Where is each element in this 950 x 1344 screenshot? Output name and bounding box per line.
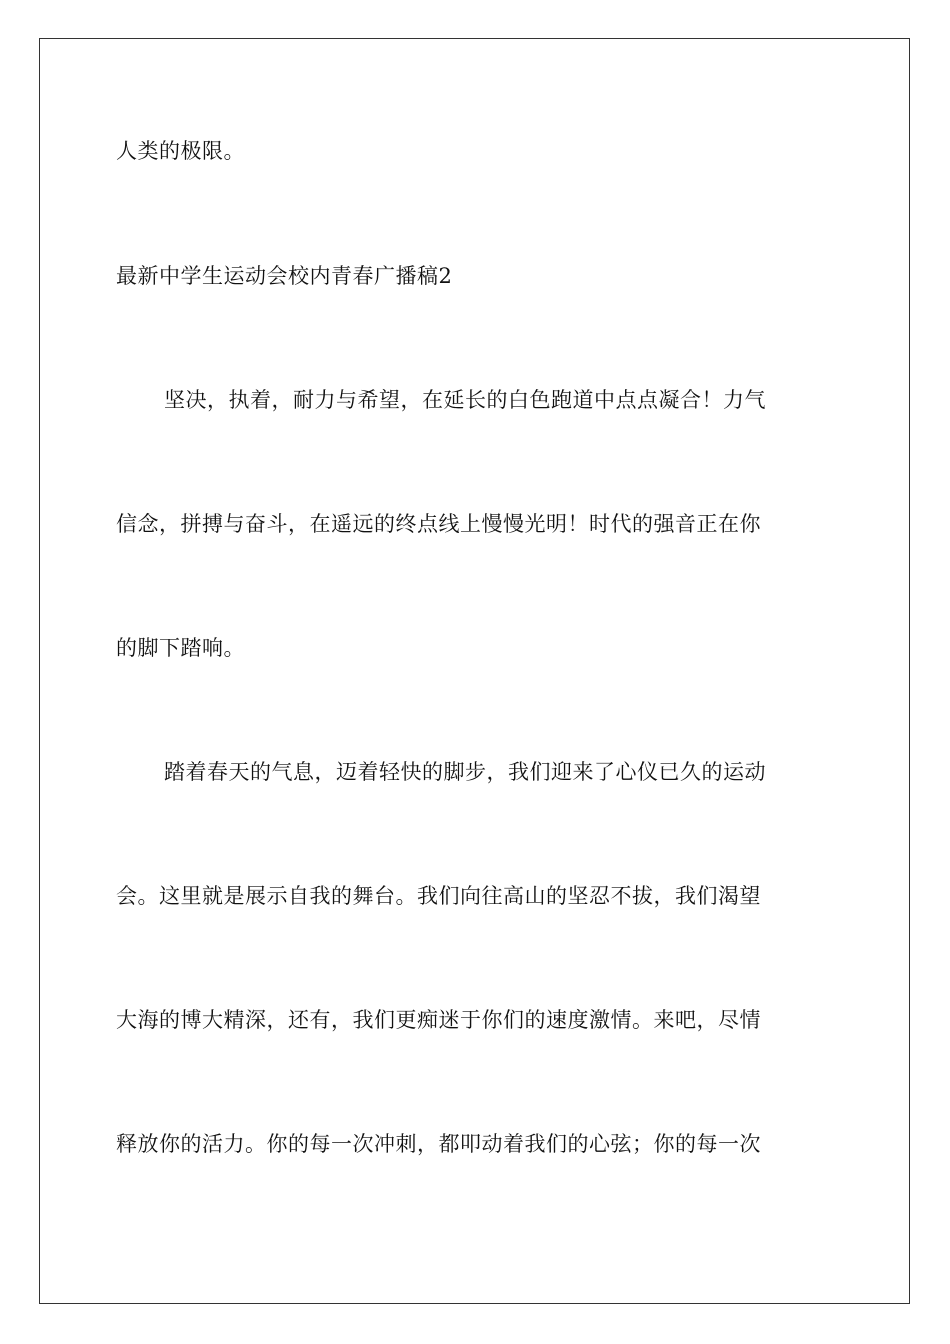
paragraph-line: 踏着春天的气息，迈着轻快的脚步，我们迎来了心仪已久的运动 (164, 760, 766, 784)
page-frame (39, 38, 910, 1304)
paragraph-line: 的脚下踏响。 (116, 636, 245, 660)
paragraph-line: 信念，拼搏与奋斗，在遥远的终点线上慢慢光明！时代的强音正在你 (116, 512, 761, 536)
paragraph-line: 坚决，执着，耐力与希望，在延长的白色跑道中点点凝合！力气 (164, 388, 766, 412)
paragraph-line: 大海的博大精深，还有，我们更痴迷于你们的速度激情。来吧，尽情 (116, 1008, 761, 1032)
section-title: 最新中学生运动会校内青春广播稿2 (116, 264, 453, 288)
text-line: 人类的极限。 (116, 139, 245, 163)
paragraph-line: 释放你的活力。你的每一次冲刺，都叩动着我们的心弦；你的每一次 (116, 1132, 761, 1156)
paragraph-line: 会。这里就是展示自我的舞台。我们向往高山的坚忍不拔，我们渴望 (116, 884, 761, 908)
